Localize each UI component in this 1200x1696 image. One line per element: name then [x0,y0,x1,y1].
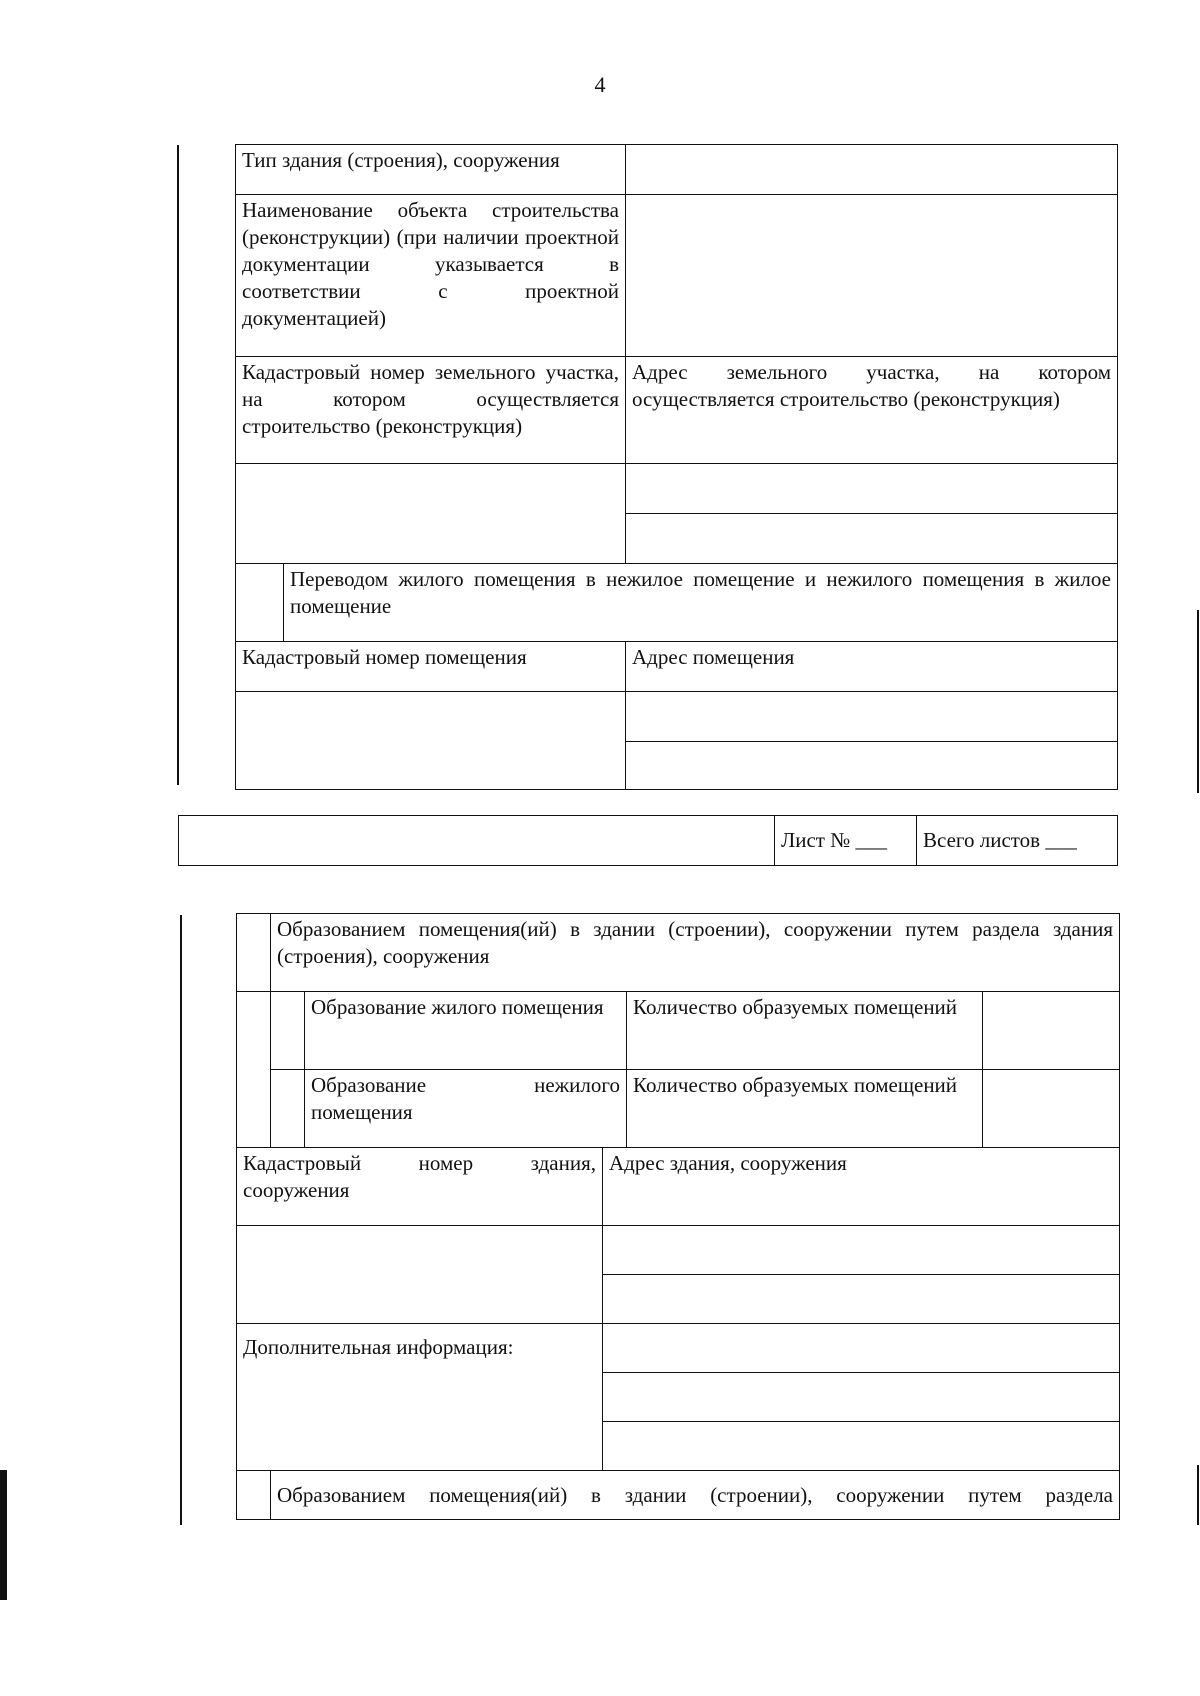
right-margin-mark-bottom [1197,1465,1199,1525]
object-name-label: Наименование объекта строительства (реконструкции) (при наличии проектной документации указывается в соответствии с проектной документацией) [236,195,626,357]
land-address-label: Адрес земельного участка, на котором осуществляется строительство (реконструкция) [626,357,1118,464]
division-checkbox-2[interactable] [237,1471,271,1520]
residential-label: Образование жилого помещения [305,992,627,1070]
residential-count-label: Количество образуемых помещений [627,992,983,1070]
division-info-table [236,913,1120,1520]
division-indent-cell [237,992,271,1148]
building-address-field-1[interactable] [603,1226,1120,1275]
building-type-field[interactable] [626,145,1118,195]
division-title: Образованием помещения(ий) в здании (строении), сооружении путем раздела здания (строения), сооружения [271,914,1120,992]
right-margin-mark-top [1197,610,1199,793]
nonresidential-count-label: Количество образуемых помещений [627,1070,983,1148]
construction-info-table [235,144,1118,790]
additional-info-label: Дополнительная информация: [237,1324,603,1471]
page-number: 4 [594,72,606,97]
building-address-field-2[interactable] [603,1275,1120,1324]
sheet-bar-blank [179,816,775,866]
premises-address-field-1[interactable] [626,692,1118,742]
premises-address-field-2[interactable] [626,742,1118,790]
division-checkbox[interactable] [237,914,271,992]
land-cadastral-field[interactable] [236,464,626,564]
building-cadastral-label: Кадастровый номер здания, сооружения [237,1148,603,1226]
building-type-label: Тип здания (строения), сооружения [236,145,626,195]
land-address-field-1[interactable] [626,464,1118,514]
conversion-checkbox[interactable] [236,564,284,642]
nonresidential-checkbox[interactable] [271,1070,305,1148]
building-cadastral-field[interactable] [237,1226,603,1324]
scan-edge-mark [0,1470,7,1600]
sheet-number-label: Лист № ___ [775,816,917,866]
nonresidential-label: Образование нежилого помещения [305,1070,627,1148]
premises-cadastral-label: Кадастровый номер помещения [236,642,626,692]
object-name-field[interactable] [626,195,1118,357]
left-margin-line-bottom [180,915,182,1525]
division-title-2: Образованием помещения(ий) в здании (строении), сооружении путем раздела [271,1471,1120,1520]
building-address-label: Адрес здания, сооружения [603,1148,1120,1226]
left-margin-line-top [177,145,179,785]
additional-info-field-3[interactable] [603,1422,1120,1471]
total-sheets-label: Всего листов ___ [917,816,1118,866]
sheet-number-bar [178,815,1118,866]
residential-count-field[interactable] [983,992,1120,1070]
premises-cadastral-field[interactable] [236,692,626,790]
land-cadastral-label: Кадастровый номер земельного участка, на котором осуществляется строительство (реконструкция) [236,357,626,464]
additional-info-field-1[interactable] [603,1324,1120,1373]
conversion-title: Переводом жилого помещения в нежилое помещение и нежилого помещения в жилое помещение [284,564,1118,642]
land-address-field-2[interactable] [626,514,1118,564]
residential-checkbox[interactable] [271,992,305,1070]
premises-address-label: Адрес помещения [626,642,1118,692]
nonresidential-count-field[interactable] [983,1070,1120,1148]
additional-info-field-2[interactable] [603,1373,1120,1422]
